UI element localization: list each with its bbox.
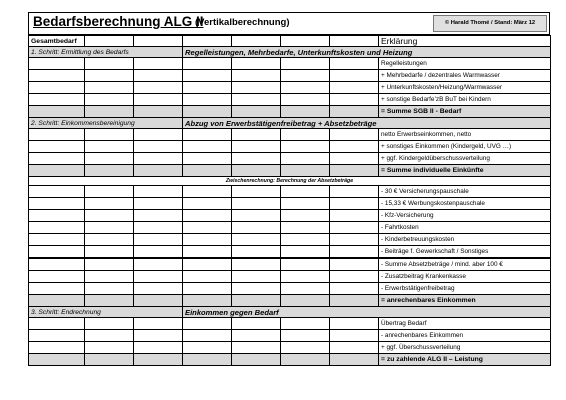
amount-cell[interactable] [29, 318, 85, 330]
amount-cell[interactable] [85, 94, 134, 106]
amount-cell[interactable] [281, 222, 330, 234]
step1-header [29, 47, 551, 58]
amount-cell[interactable] [29, 153, 85, 165]
amount-cell[interactable] [183, 283, 232, 295]
amount-cell[interactable] [85, 36, 134, 47]
step2-header [29, 118, 551, 129]
amount-cell[interactable] [134, 210, 183, 222]
amount-cell[interactable] [85, 165, 134, 177]
amount-cell[interactable] [85, 58, 134, 70]
amount-cell[interactable] [281, 153, 330, 165]
amount-cell[interactable] [134, 36, 183, 47]
amount-cell[interactable] [281, 283, 330, 295]
amount-cell[interactable] [232, 106, 281, 118]
extra-deduction-row [29, 271, 551, 283]
amount-cell[interactable] [134, 70, 183, 82]
calculation-sheet [28, 12, 550, 366]
amount-cell[interactable] [134, 342, 183, 354]
amount-cell[interactable] [85, 283, 134, 295]
amount-cell[interactable] [85, 342, 134, 354]
amount-cell[interactable] [183, 330, 232, 342]
step-label: 2. Schritt: Einkommensbereinigung [29, 118, 183, 129]
amount-cell[interactable] [85, 186, 134, 198]
amount-cell[interactable] [232, 246, 281, 259]
amount-cell[interactable] [29, 234, 85, 246]
amount-cell[interactable] [281, 330, 330, 342]
explanation-cell: + Mehrbedarfe / dezentrales Warmwasser [379, 70, 551, 82]
deduction-row [29, 234, 551, 246]
amount-cell[interactable] [232, 210, 281, 222]
amount-cell[interactable] [85, 141, 134, 153]
amount-cell[interactable] [330, 94, 379, 106]
sheet-subtitle: (Vertikalberechnung) [195, 17, 290, 28]
amount-cell[interactable] [29, 186, 85, 198]
amount-cell[interactable] [232, 198, 281, 210]
amount-cell[interactable] [281, 295, 330, 307]
amount-cell[interactable] [29, 129, 85, 141]
amount-cell[interactable] [330, 222, 379, 234]
amount-cell[interactable] [330, 58, 379, 70]
amount-cell[interactable] [232, 342, 281, 354]
amount-cell[interactable] [183, 234, 232, 246]
amount-cell[interactable] [134, 141, 183, 153]
explanation-cell: - Kfz-Versicherung [379, 210, 551, 222]
explanation-cell: - Zusatzbeitrag Krankenkasse [379, 271, 551, 283]
amount-cell[interactable] [29, 82, 85, 94]
explanation-cell: + Unterkunftskosten/Heizung/Warmwasser [379, 82, 551, 94]
amount-cell[interactable] [134, 295, 183, 307]
explanation-cell: - 30 € Versicherungspauschale [379, 186, 551, 198]
step-label: 1. Schritt: Ermittlung des Bedarfs [29, 47, 183, 58]
amount-cell[interactable] [183, 82, 232, 94]
amount-cell[interactable] [281, 210, 330, 222]
amount-cell[interactable] [183, 129, 232, 141]
amount-cell[interactable] [183, 70, 232, 82]
amount-cell[interactable] [183, 342, 232, 354]
amount-cell[interactable] [183, 36, 232, 47]
step3-row [29, 330, 551, 342]
explanation-cell: + ggf. Überschussverteilung [379, 342, 551, 354]
amount-cell[interactable] [134, 165, 183, 177]
amount-cell[interactable] [330, 246, 379, 259]
amount-cell[interactable] [232, 153, 281, 165]
amount-cell[interactable] [85, 271, 134, 283]
amount-cell[interactable] [85, 258, 134, 271]
amount-cell[interactable] [281, 258, 330, 271]
amount-cell[interactable] [281, 129, 330, 141]
amount-cell[interactable] [29, 106, 85, 118]
amount-cell[interactable] [134, 129, 183, 141]
amount-cell[interactable] [85, 70, 134, 82]
amount-cell[interactable] [232, 36, 281, 47]
explanation-column-header: Erklärung [379, 36, 551, 47]
amount-cell[interactable] [29, 246, 85, 259]
amount-cell[interactable] [330, 330, 379, 342]
amount-cell[interactable] [85, 222, 134, 234]
deduction-sum-row [29, 258, 551, 271]
amount-cell[interactable] [85, 82, 134, 94]
amount-cell[interactable] [183, 246, 232, 259]
step3-row [29, 342, 551, 354]
amount-cell[interactable] [330, 271, 379, 283]
amount-cell[interactable] [183, 271, 232, 283]
step1-total-row [29, 106, 551, 118]
amount-cell[interactable] [232, 354, 281, 366]
amount-cell[interactable] [85, 198, 134, 210]
explanation-cell: - Fahrtkosten [379, 222, 551, 234]
explanation-cell: - Kinderbetreuungskosten [379, 234, 551, 246]
total-label: = anrechenbares Einkommen [379, 295, 551, 307]
intermediate-calculation-label: Zwischenrechnung: Berechnung der Absetzbeträge [29, 177, 551, 186]
amount-cell[interactable] [134, 283, 183, 295]
amount-cell[interactable] [281, 318, 330, 330]
step2-row [29, 129, 551, 141]
amount-cell[interactable] [330, 318, 379, 330]
amount-cell[interactable] [330, 153, 379, 165]
step2-total-row [29, 165, 551, 177]
amount-cell[interactable] [134, 186, 183, 198]
total-label: = Summe SGB II - Bedarf [379, 106, 551, 118]
amount-cell[interactable] [183, 258, 232, 271]
column-header-row [29, 36, 551, 47]
amount-cell[interactable] [29, 283, 85, 295]
amount-cell[interactable] [183, 186, 232, 198]
amount-cell[interactable] [330, 141, 379, 153]
step1-row [29, 94, 551, 106]
deduction-row [29, 222, 551, 234]
amount-cell[interactable] [281, 106, 330, 118]
amount-cell[interactable] [281, 271, 330, 283]
amount-cell[interactable] [330, 129, 379, 141]
amount-cell[interactable] [232, 234, 281, 246]
amount-cell[interactable] [281, 342, 330, 354]
amount-cell[interactable] [134, 330, 183, 342]
amount-cell[interactable] [183, 94, 232, 106]
amount-cell[interactable] [29, 210, 85, 222]
amount-cell[interactable] [330, 82, 379, 94]
amount-cell[interactable] [183, 198, 232, 210]
deduction-row [29, 246, 551, 259]
amount-cell[interactable] [29, 198, 85, 210]
amount-cell[interactable] [232, 82, 281, 94]
amount-cell[interactable] [330, 106, 379, 118]
amount-cell[interactable] [330, 234, 379, 246]
explanation-cell: - 15,33 € Werbungskostenpauschale [379, 198, 551, 210]
amount-cell[interactable] [330, 283, 379, 295]
explanation-cell: Übertrag Bedarf [379, 318, 551, 330]
amount-cell[interactable] [232, 58, 281, 70]
amount-cell[interactable] [330, 354, 379, 366]
amount-cell[interactable] [29, 295, 85, 307]
amount-cell[interactable] [29, 271, 85, 283]
amount-cell[interactable] [85, 106, 134, 118]
amount-cell[interactable] [85, 246, 134, 259]
amount-cell[interactable] [134, 246, 183, 259]
explanation-cell: Regelleistungen [379, 58, 551, 70]
calculation-table [28, 35, 551, 366]
total-label: = Summe individuelle Einkünfte [379, 165, 551, 177]
amount-cell[interactable] [134, 222, 183, 234]
amount-cell[interactable] [183, 58, 232, 70]
amount-cell[interactable] [281, 70, 330, 82]
step1-row [29, 82, 551, 94]
total-label: = zu zahlende ALG II – Leistung [379, 354, 551, 366]
amount-cell[interactable] [232, 165, 281, 177]
amount-cell[interactable] [330, 258, 379, 271]
step1-row [29, 58, 551, 70]
amount-cell[interactable] [281, 234, 330, 246]
amount-cell[interactable] [281, 58, 330, 70]
amount-cell[interactable] [134, 318, 183, 330]
amount-cell[interactable] [134, 258, 183, 271]
amount-cell[interactable] [134, 271, 183, 283]
amount-cell[interactable] [330, 342, 379, 354]
amount-cell[interactable] [183, 210, 232, 222]
amount-cell[interactable] [85, 318, 134, 330]
amount-cell[interactable] [232, 283, 281, 295]
amount-cell[interactable] [330, 36, 379, 47]
amount-cell[interactable] [85, 295, 134, 307]
amount-cell[interactable] [232, 330, 281, 342]
amount-cell[interactable] [330, 210, 379, 222]
amount-cell[interactable] [29, 165, 85, 177]
sheet-title: Bedarfsberechnung ALG II [33, 14, 204, 29]
explanation-cell: + sonstige Bedarfe’zB BuT bei Kindern [379, 94, 551, 106]
explanation-cell: - Beiträge f. Gewerkschaft / Sonstiges [379, 246, 551, 259]
amount-cell[interactable] [232, 271, 281, 283]
step-heading: Einkommen gegen Bedarf [183, 307, 551, 318]
amount-cell[interactable] [29, 342, 85, 354]
deduction-sum-label: - Summe Absetzbeträge / mind. aber 100 € [379, 258, 551, 271]
amount-cell[interactable] [281, 82, 330, 94]
step-heading: Regelleistungen, Mehrbedarfe, Unterkunftskosten und Heizung [183, 47, 551, 58]
amount-cell[interactable] [330, 198, 379, 210]
amount-cell[interactable] [232, 258, 281, 271]
amount-cell[interactable] [232, 318, 281, 330]
amount-cell[interactable] [134, 354, 183, 366]
step2-total2-row [29, 295, 551, 307]
total-column-header: Gesamtbedarf [29, 36, 85, 47]
amount-cell[interactable] [29, 58, 85, 70]
step-label: 3. Schritt: Endrechnung [29, 307, 183, 318]
sheet-header [28, 12, 550, 35]
amount-cell[interactable] [183, 318, 232, 330]
explanation-cell: - anrechenbares Einkommen [379, 330, 551, 342]
amount-cell[interactable] [29, 330, 85, 342]
step3-row [29, 318, 551, 330]
amount-cell[interactable] [183, 165, 232, 177]
amount-cell[interactable] [183, 153, 232, 165]
amount-cell[interactable] [183, 295, 232, 307]
amount-cell[interactable] [85, 354, 134, 366]
amount-cell[interactable] [134, 58, 183, 70]
amount-cell[interactable] [183, 354, 232, 366]
step-heading: Abzug von Erwerbstätigenfreibetrag + Absetzbeträge [183, 118, 551, 129]
amount-cell[interactable] [85, 234, 134, 246]
amount-cell[interactable] [330, 186, 379, 198]
extra-deduction-row [29, 283, 551, 295]
amount-cell[interactable] [29, 354, 85, 366]
author-credit: © Harald Thomé / Stand: März 12 [433, 15, 547, 32]
amount-cell[interactable] [330, 165, 379, 177]
amount-cell[interactable] [281, 165, 330, 177]
deduction-row [29, 198, 551, 210]
amount-cell[interactable] [183, 222, 232, 234]
explanation-cell: netto Erwerbseinkommen, netto [379, 129, 551, 141]
amount-cell[interactable] [281, 246, 330, 259]
amount-cell[interactable] [134, 94, 183, 106]
amount-cell[interactable] [85, 153, 134, 165]
amount-cell[interactable] [232, 141, 281, 153]
step3-header [29, 307, 551, 318]
step1-row [29, 70, 551, 82]
step2-row [29, 141, 551, 153]
deduction-row [29, 210, 551, 222]
amount-cell[interactable] [134, 153, 183, 165]
amount-cell[interactable] [281, 198, 330, 210]
amount-cell[interactable] [183, 106, 232, 118]
step2-row [29, 153, 551, 165]
amount-cell[interactable] [183, 141, 232, 153]
amount-cell[interactable] [134, 106, 183, 118]
amount-cell[interactable] [281, 354, 330, 366]
amount-cell[interactable] [232, 222, 281, 234]
amount-cell[interactable] [232, 70, 281, 82]
amount-cell[interactable] [330, 295, 379, 307]
step3-total-row [29, 354, 551, 366]
deduction-row [29, 186, 551, 198]
amount-cell[interactable] [232, 295, 281, 307]
amount-cell[interactable] [85, 129, 134, 141]
amount-cell[interactable] [29, 70, 85, 82]
amount-cell[interactable] [281, 141, 330, 153]
amount-cell[interactable] [29, 222, 85, 234]
amount-cell[interactable] [134, 82, 183, 94]
amount-cell[interactable] [330, 70, 379, 82]
amount-cell[interactable] [232, 129, 281, 141]
amount-cell[interactable] [281, 94, 330, 106]
amount-cell[interactable] [134, 198, 183, 210]
explanation-cell: - Erwerbstätigenfreibetrag [379, 283, 551, 295]
amount-cell[interactable] [281, 36, 330, 47]
amount-cell[interactable] [134, 234, 183, 246]
amount-cell[interactable] [85, 210, 134, 222]
amount-cell[interactable] [232, 186, 281, 198]
intermediate-row [29, 177, 551, 186]
amount-cell[interactable] [232, 94, 281, 106]
amount-cell[interactable] [281, 186, 330, 198]
amount-cell[interactable] [29, 258, 85, 271]
amount-cell[interactable] [85, 330, 134, 342]
explanation-cell: + ggf. Kindergeldüberschussverteilung [379, 153, 551, 165]
amount-cell[interactable] [29, 94, 85, 106]
amount-cell[interactable] [29, 141, 85, 153]
explanation-cell: + sonstiges Einkommen (Kindergeld, UVG …) [379, 141, 551, 153]
